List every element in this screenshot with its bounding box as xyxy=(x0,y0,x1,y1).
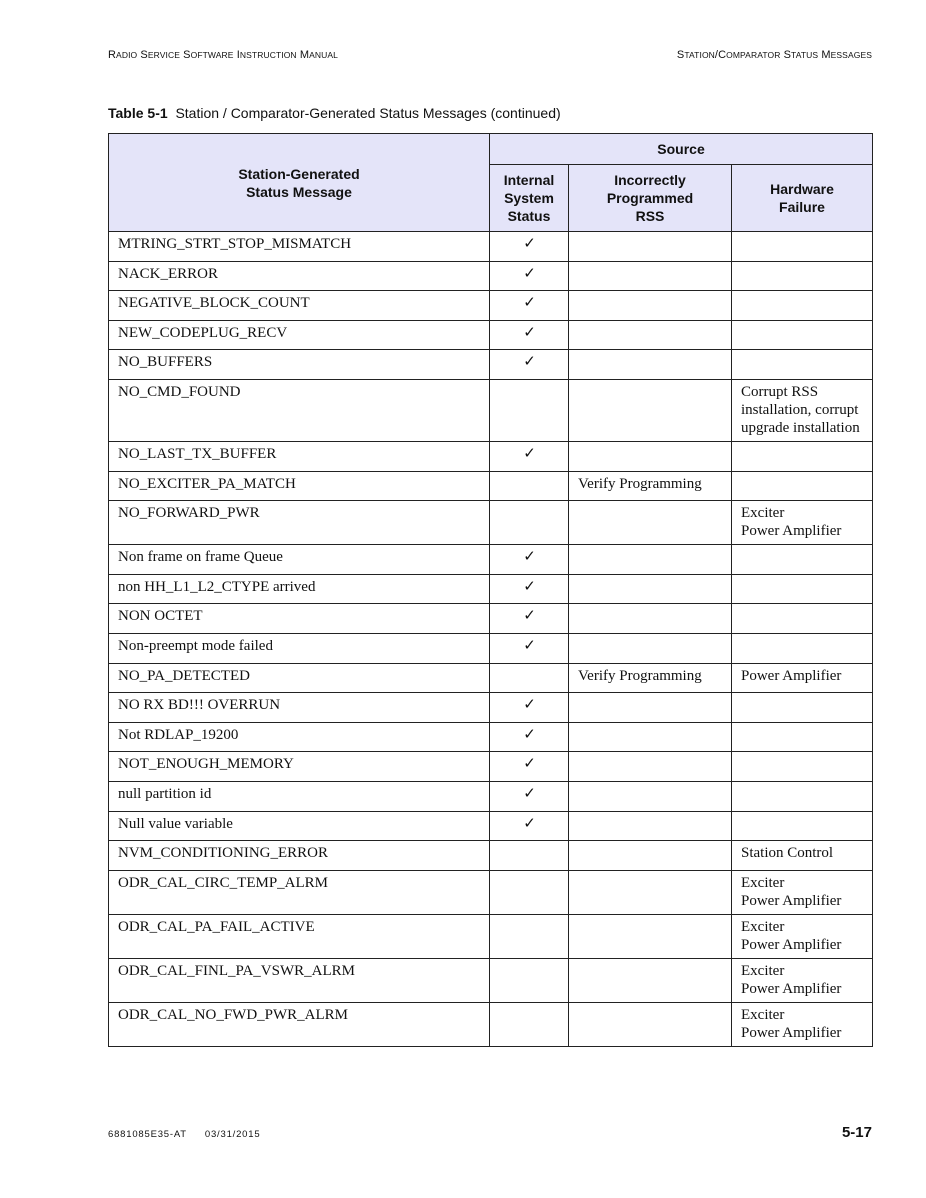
rss-cell xyxy=(569,545,732,575)
status-message-cell: ODR_CAL_CIRC_TEMP_ALRM xyxy=(109,870,490,914)
table-row xyxy=(109,781,873,811)
rss-cell xyxy=(569,811,732,841)
hardware-line: Power Amplifier xyxy=(741,1024,842,1041)
internal-status-cell xyxy=(490,501,569,545)
table-row xyxy=(109,958,873,1002)
table-caption xyxy=(108,105,561,121)
hardware-cell xyxy=(732,545,873,575)
hardware-cell xyxy=(732,663,873,693)
hardware-cell xyxy=(732,232,873,262)
page-header xyxy=(108,49,872,61)
header-right: STATION/COMPARATOR STATUS MESSAGES xyxy=(676,49,872,61)
table-row xyxy=(109,291,873,321)
status-message-cell: NO_PA_DETECTED xyxy=(109,663,490,693)
check-mark-icon: ✓ xyxy=(490,693,569,723)
rss-cell xyxy=(569,958,732,1002)
table-row xyxy=(109,633,873,663)
check-mark-icon: ✓ xyxy=(490,441,569,471)
rss-cell xyxy=(569,604,732,634)
hardware-line: Exciter xyxy=(741,918,785,935)
hardware-cell xyxy=(732,379,873,441)
hardware-cell xyxy=(732,811,873,841)
table-row xyxy=(109,574,873,604)
status-message-cell: NVM_CONDITIONING_ERROR xyxy=(109,841,490,871)
status-message-cell: NO RX BD!!! OVERRUN xyxy=(109,693,490,723)
hardware-cell xyxy=(732,693,873,723)
rss-cell xyxy=(569,841,732,871)
status-message-cell: non HH_L1_L2_CTYPE arrived xyxy=(109,574,490,604)
hardware-line: Corrupt RSS xyxy=(741,383,819,400)
hardware-line: Exciter xyxy=(741,1006,785,1023)
hardware-cell xyxy=(732,841,873,871)
col-header-hardware-text: Hardware Failure xyxy=(770,181,834,215)
doc-date: 03/31/2015 xyxy=(204,1129,261,1140)
hardware-cell xyxy=(732,870,873,914)
hardware-cell xyxy=(732,471,873,501)
hardware-line: installation, corrupt xyxy=(741,401,859,418)
check-mark-icon: ✓ xyxy=(490,574,569,604)
table-row xyxy=(109,320,873,350)
col-header-rss xyxy=(569,165,732,232)
col-header-message-text: Station-Generated Status Message xyxy=(238,165,360,200)
table-row xyxy=(109,604,873,634)
header-left: RADIO SERVICE SOFTWARE INSTRUCTION MANUAL xyxy=(108,49,338,61)
status-message-cell: ODR_CAL_PA_FAIL_ACTIVE xyxy=(109,914,490,958)
col-header-source: Source xyxy=(490,134,873,165)
hardware-line: Power Amplifier xyxy=(741,936,842,953)
doc-id: 6881085E35-AT xyxy=(108,1129,187,1140)
rss-cell xyxy=(569,1002,732,1046)
internal-status-cell xyxy=(490,1002,569,1046)
status-message-cell: NEW_CODEPLUG_RECV xyxy=(109,320,490,350)
table-row xyxy=(109,811,873,841)
table-label: Table 5-1 xyxy=(108,105,168,121)
status-message-cell: Non frame on frame Queue xyxy=(109,545,490,575)
hardware-line: Exciter xyxy=(741,874,785,891)
table-row xyxy=(109,722,873,752)
rss-cell xyxy=(569,914,732,958)
rss-cell xyxy=(569,261,732,291)
table-row xyxy=(109,232,873,262)
rss-cell: Verify Programming xyxy=(569,663,732,693)
status-message-cell: Not RDLAP_19200 xyxy=(109,722,490,752)
hardware-cell xyxy=(732,320,873,350)
check-mark-icon: ✓ xyxy=(490,752,569,782)
rss-cell xyxy=(569,350,732,380)
rss-cell xyxy=(569,232,732,262)
table-title: Station / Comparator-Generated Status Messages (continued) xyxy=(175,105,561,121)
internal-status-cell xyxy=(490,471,569,501)
table-row xyxy=(109,441,873,471)
hardware-line: Power Amplifier xyxy=(741,523,842,540)
hardware-cell xyxy=(732,722,873,752)
internal-status-cell xyxy=(490,379,569,441)
hardware-line: Exciter xyxy=(741,505,785,522)
check-mark-icon: ✓ xyxy=(490,350,569,380)
rss-cell xyxy=(569,633,732,663)
status-message-cell: NOT_ENOUGH_MEMORY xyxy=(109,752,490,782)
check-mark-icon: ✓ xyxy=(490,320,569,350)
hardware-cell xyxy=(732,604,873,634)
table-row xyxy=(109,752,873,782)
table-row xyxy=(109,545,873,575)
status-message-cell: NO_EXCITER_PA_MATCH xyxy=(109,471,490,501)
check-mark-icon: ✓ xyxy=(490,633,569,663)
table-row xyxy=(109,501,873,545)
table-row xyxy=(109,663,873,693)
rss-cell xyxy=(569,291,732,321)
status-message-cell: NO_BUFFERS xyxy=(109,350,490,380)
table-row xyxy=(109,870,873,914)
rss-cell xyxy=(569,379,732,441)
rss-cell xyxy=(569,441,732,471)
page-number: 5-17 xyxy=(841,1124,872,1141)
rss-cell xyxy=(569,574,732,604)
rss-cell: Verify Programming xyxy=(569,471,732,501)
hardware-cell xyxy=(732,501,873,545)
rss-cell xyxy=(569,781,732,811)
internal-status-cell xyxy=(490,870,569,914)
check-mark-icon: ✓ xyxy=(490,604,569,634)
check-mark-icon: ✓ xyxy=(490,232,569,262)
status-message-cell: NEGATIVE_BLOCK_COUNT xyxy=(109,291,490,321)
hardware-cell xyxy=(732,441,873,471)
check-mark-icon: ✓ xyxy=(490,291,569,321)
internal-status-cell xyxy=(490,663,569,693)
rss-cell xyxy=(569,870,732,914)
table-row xyxy=(109,914,873,958)
rss-cell xyxy=(569,722,732,752)
check-mark-icon: ✓ xyxy=(490,781,569,811)
internal-status-cell xyxy=(490,958,569,1002)
table-row xyxy=(109,379,873,441)
table-row xyxy=(109,1002,873,1046)
status-message-cell: Non-preempt mode failed xyxy=(109,633,490,663)
hardware-cell xyxy=(732,261,873,291)
col-header-rss-text: Incorrectly Programmed RSS xyxy=(606,172,694,224)
hardware-cell xyxy=(732,633,873,663)
status-table xyxy=(108,133,873,1047)
check-mark-icon: ✓ xyxy=(490,545,569,575)
footer-doc-info xyxy=(108,1129,278,1140)
status-message-cell: NACK_ERROR xyxy=(109,261,490,291)
rss-cell xyxy=(569,752,732,782)
status-message-cell: Null value variable xyxy=(109,811,490,841)
hardware-cell xyxy=(732,752,873,782)
status-message-cell: MTRING_STRT_STOP_MISMATCH xyxy=(109,232,490,262)
col-header-internal xyxy=(490,165,569,232)
status-message-cell: NO_CMD_FOUND xyxy=(109,379,490,441)
internal-status-cell xyxy=(490,841,569,871)
hardware-line: Exciter xyxy=(741,962,785,979)
status-message-cell: ODR_CAL_FINL_PA_VSWR_ALRM xyxy=(109,958,490,1002)
hardware-cell xyxy=(732,914,873,958)
check-mark-icon: ✓ xyxy=(490,261,569,291)
hardware-cell xyxy=(732,781,873,811)
col-header-internal-text: Internal System Status xyxy=(503,172,555,224)
table-row xyxy=(109,261,873,291)
hardware-line: upgrade installation xyxy=(741,419,860,436)
status-message-cell: NON OCTET xyxy=(109,604,490,634)
status-message-cell: null partition id xyxy=(109,781,490,811)
col-header-message xyxy=(109,134,490,232)
table-row xyxy=(109,841,873,871)
rss-cell xyxy=(569,320,732,350)
hardware-line: Power Amplifier xyxy=(741,892,842,909)
check-mark-icon: ✓ xyxy=(490,811,569,841)
hardware-cell xyxy=(732,958,873,1002)
hardware-line: Station Control xyxy=(741,845,834,862)
rss-cell xyxy=(569,501,732,545)
hardware-cell xyxy=(732,1002,873,1046)
page-footer xyxy=(108,1124,872,1141)
check-mark-icon: ✓ xyxy=(490,722,569,752)
hardware-cell xyxy=(732,574,873,604)
internal-status-cell xyxy=(490,914,569,958)
hardware-line: Power Amplifier xyxy=(741,667,842,684)
rss-cell xyxy=(569,693,732,723)
hardware-cell xyxy=(732,291,873,321)
col-header-hardware xyxy=(732,165,873,232)
table-row xyxy=(109,471,873,501)
table-body xyxy=(109,232,873,1047)
hardware-line: Power Amplifier xyxy=(741,980,842,997)
table-row xyxy=(109,350,873,380)
hardware-cell xyxy=(732,350,873,380)
status-message-cell: ODR_CAL_NO_FWD_PWR_ALRM xyxy=(109,1002,490,1046)
status-message-cell: NO_FORWARD_PWR xyxy=(109,501,490,545)
status-message-cell: NO_LAST_TX_BUFFER xyxy=(109,441,490,471)
table-row xyxy=(109,693,873,723)
